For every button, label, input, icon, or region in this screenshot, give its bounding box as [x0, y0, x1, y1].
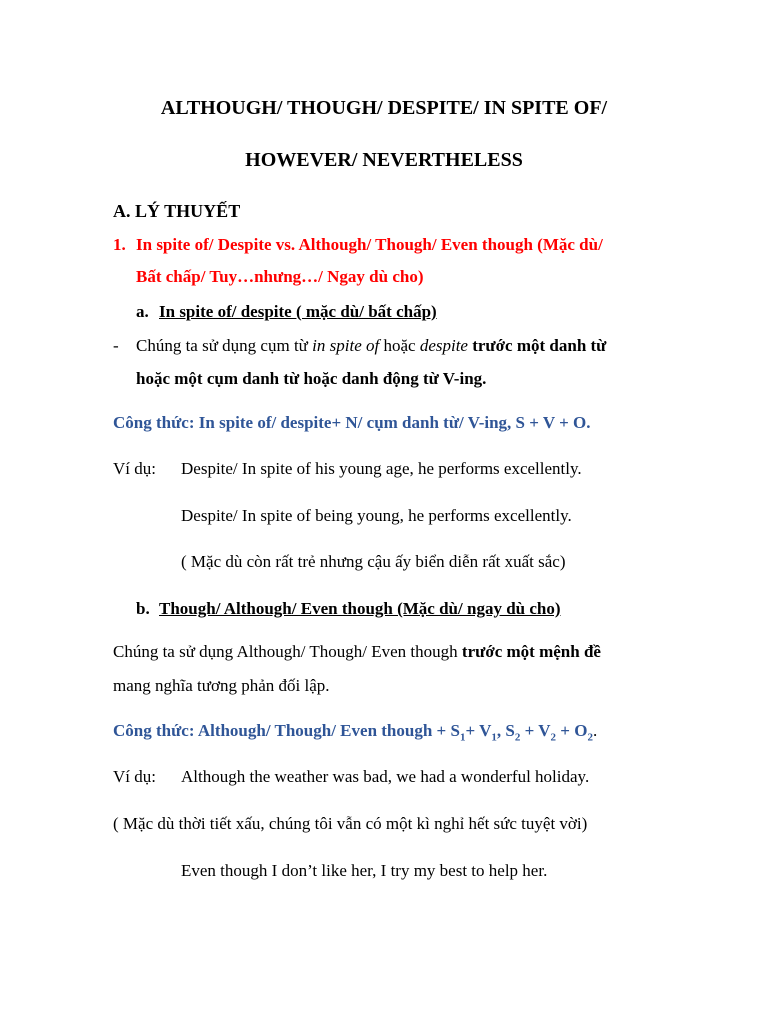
item1-heading-line1: In spite of/ Despite vs. Although/ Though/ Even though (Mặc dù/ [136, 235, 603, 254]
sub-b-formula-sub3: 2 [514, 731, 521, 744]
sub-b-heading: Though/ Although/ Even though (Mặc dù/ ngay dù cho) [159, 599, 561, 618]
sub-b-formula-end: . [592, 721, 598, 740]
sub-b-letter: b. [136, 599, 150, 618]
sub-a-heading: In spite of/ despite ( mặc dù/ bất chấp) [159, 302, 437, 321]
sub-b-paragraph-line2: mang nghĩa tương phản đối lập. [113, 676, 330, 695]
sub-b-example-label: Ví dụ: [113, 767, 156, 786]
item1-heading-line2: Bất chấp/ Tuy…nhưng…/ Ngay dù cho) [136, 267, 424, 286]
sub-a-example1: Despite/ In spite of his young age, he performs excellently. [181, 459, 582, 478]
sub-b-formula-mid4: + O [556, 721, 588, 740]
sub-a-example-label: Ví dụ: [113, 459, 156, 478]
document-title-line1: ALTHOUGH/ THOUGH/ DESPITE/ IN SPITE OF/ [160, 97, 608, 119]
sub-b-formula-prefix: Công thức: Although/ Though/ Even though + S [113, 721, 460, 740]
sub-b-bold-phrase: trước một mệnh đề [461, 642, 601, 661]
sub-b-example1-translation: ( Mặc dù thời tiết xấu, chúng tôi vẫn có một kì nghỉ hết sức tuyệt vời) [113, 814, 588, 833]
sub-a-example2: Despite/ In spite of being young, he performs excellently. [181, 506, 572, 525]
sub-b-formula-sub2: 1 [491, 731, 497, 744]
sub-a-text-part2: hoặc [379, 336, 420, 355]
sub-a-italic-in-spite-of: in spite of [312, 336, 380, 355]
sub-a-example3: ( Mặc dù còn rất trẻ nhưng cậu ấy biển diễn rất xuất sắc) [181, 552, 566, 571]
sub-b-formula-mid2: , S [496, 721, 515, 740]
sub-b-formula-sub5: 2 [587, 731, 593, 744]
sub-a-bullet: - [113, 336, 119, 355]
sub-b-formula-mid3: + V [520, 721, 551, 740]
sub-b-example1: Although the weather was bad, we had a wonderful holiday. [181, 767, 590, 786]
sub-a-bold-phrase: trước một danh từ [472, 336, 607, 355]
sub-b-paragraph-line1 [113, 642, 601, 662]
document-title-line2: HOWEVER/ NEVERTHELESS [245, 149, 523, 171]
sub-a-paragraph-line1 [136, 336, 606, 356]
section-a-heading: A. LÝ THUYẾT [113, 201, 241, 221]
sub-a-italic-despite: despite [419, 336, 468, 355]
sub-b-formula [113, 721, 598, 744]
sub-a-text-part1: Chúng ta sử dụng cụm từ [136, 336, 313, 355]
sub-a-paragraph-line2: hoặc một cụm danh từ hoặc danh động từ V-ing. [136, 369, 487, 388]
sub-b-example2: Even though I don’t like her, I try my best to help her. [181, 861, 548, 880]
sub-b-text-part1: Chúng ta sử dụng Although/ Though/ Even though [113, 642, 462, 661]
item1-number: 1. [113, 235, 126, 254]
sub-b-formula-mid1: + V [465, 721, 492, 740]
sub-a-formula: Công thức: In spite of/ despite+ N/ cụm danh từ/ V-ing, S + V + O. [113, 413, 591, 432]
sub-b-formula-sub4: 2 [550, 731, 557, 744]
sub-a-letter: a. [136, 302, 149, 321]
sub-b-formula-sub1: 1 [459, 731, 466, 744]
